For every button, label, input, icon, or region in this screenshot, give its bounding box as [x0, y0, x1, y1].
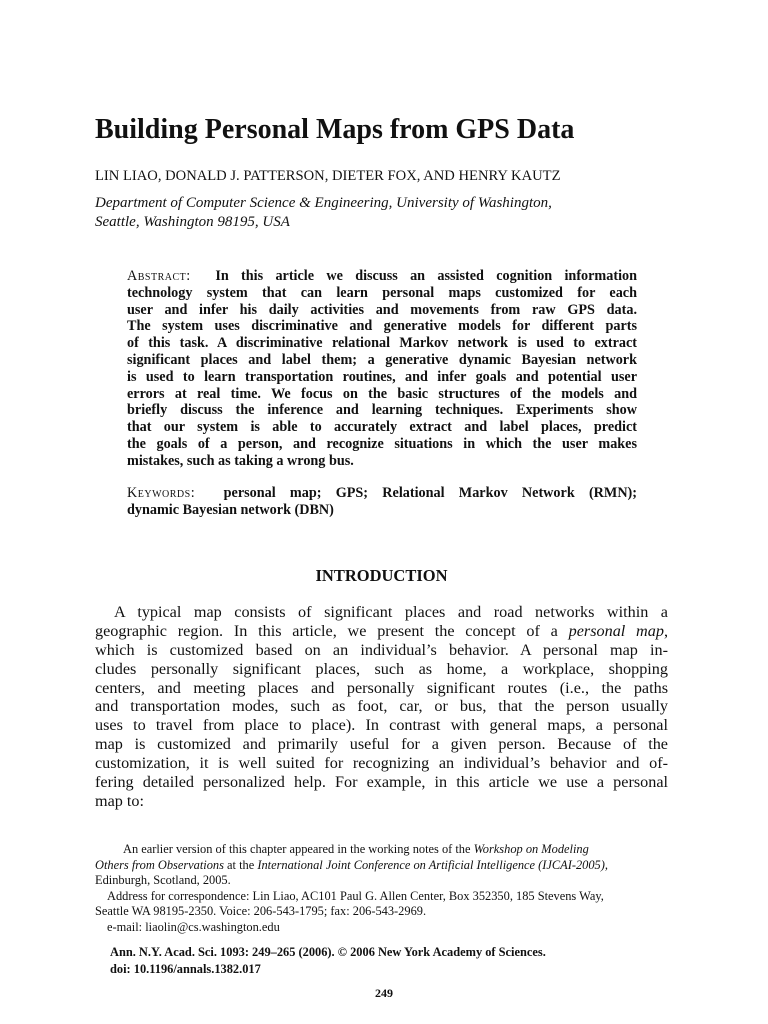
- abstract-line: The system uses discriminative and generative models for different parts: [127, 318, 637, 335]
- footnote-emphasis: Others from Observations: [95, 857, 224, 872]
- keywords-text: personal map; GPS; Relational Markov Network (RMN);: [223, 485, 638, 501]
- journal-citation: [110, 944, 670, 978]
- footnote-line: [95, 842, 670, 858]
- footnotes: [95, 842, 670, 935]
- paragraph-line: A typical map consists of significant places and road networks within a: [114, 603, 668, 621]
- abstract-label: Abstract:: [127, 268, 191, 284]
- keywords: [127, 485, 637, 519]
- citation-doi: doi: 10.1196/annals.1382.017: [110, 962, 261, 976]
- affiliation: [95, 194, 675, 232]
- paragraph-line: cludes personally significant places, such as home, a workplace, shopping: [95, 659, 668, 678]
- abstract-text: In this article we discuss an assisted cognition information: [215, 268, 637, 284]
- paragraph-line: map is customized and primarily useful for a given person. Because of the: [95, 735, 668, 754]
- abstract: [127, 268, 637, 470]
- page-number: 249: [375, 986, 393, 1000]
- citation-line: Ann. N.Y. Acad. Sci. 1093: 249–265 (2006). © 2006 New York Academy of Sciences.: [110, 945, 546, 959]
- paragraph-text: geographic region. In this article, we present the concept of a: [95, 621, 569, 640]
- paragraph-text: ,: [663, 621, 668, 640]
- paragraph-line: fering detailed personalized help. For example, in this article we use a personal: [95, 773, 668, 792]
- keywords-line: dynamic Bayesian network (DBN): [127, 502, 334, 518]
- abstract-line: that our system is able to accurately extract and label places, predict: [127, 419, 637, 436]
- paragraph-line: customization, it is well suited for recognizing an individual’s behavior and of-: [95, 754, 668, 773]
- keywords-line: [127, 485, 637, 502]
- footnote-line: Edinburgh, Scotland, 2005.: [95, 873, 231, 887]
- footnote-line: [95, 858, 670, 874]
- abstract-line: significant places and label them; a generative dynamic Bayesian network: [127, 351, 637, 368]
- paragraph-line: map to:: [95, 791, 145, 810]
- footnote-text: An earlier version of this chapter appeared in the working notes of the: [123, 842, 474, 856]
- footnote-emphasis: Workshop on Modeling: [473, 842, 589, 856]
- footnote-line: e-mail: liaolin@cs.washington.edu: [107, 919, 280, 934]
- paragraph-line: centers, and meeting places and personally significant routes (i.e., the paths: [95, 678, 668, 697]
- paragraph-line: [95, 622, 668, 641]
- paper-title: Building Personal Maps from GPS Data: [95, 114, 575, 145]
- abstract-line: the goals of a person, and recognize situations in which the user makes: [127, 435, 637, 452]
- abstract-line: of this task. A discriminative relational Markov network is used to extract: [127, 335, 637, 352]
- abstract-line: technology system that can learn personal maps customized for each: [127, 284, 637, 301]
- footnote-emphasis: International Joint Conference on Artificial Intelligence (IJCAI-2005),: [257, 857, 608, 872]
- section-heading-introduction: INTRODUCTION: [315, 566, 448, 585]
- footnote-text: at the: [223, 857, 258, 872]
- abstract-line: errors at real time. We focus on the basic structures of the models and: [127, 385, 637, 402]
- abstract-line: is used to learn transportation routines, and infer goals and potential user: [127, 368, 637, 385]
- paragraph-line: and transportation modes, such as foot, car, or bus, that the person usually: [95, 697, 668, 716]
- author-list: LIN LIAO, DONALD J. PATTERSON, DIETER FOX, AND HENRY KAUTZ: [95, 168, 561, 184]
- abstract-line: [127, 268, 637, 285]
- affiliation-line: Department of Computer Science & Engineering, University of Washington,: [95, 195, 552, 211]
- introduction-paragraph: [95, 603, 668, 811]
- keywords-label: Keywords:: [127, 485, 196, 501]
- abstract-line: briefly discuss the inference and learning techniques. Experiments show: [127, 402, 637, 419]
- paragraph-line: uses to travel from place to place). In contrast with general maps, a personal: [95, 716, 668, 735]
- abstract-line: user and infer his daily activities and movements from raw GPS data.: [127, 301, 637, 318]
- paragraph-line: which is customized based on an individual’s behavior. A personal map in-: [95, 640, 668, 659]
- abstract-line: mistakes, such as taking a wrong bus.: [127, 452, 354, 469]
- affiliation-line: Seattle, Washington 98195, USA: [95, 214, 290, 230]
- footnote-line: Seattle WA 98195-2350. Voice: 206-543-1795; fax: 206-543-2969.: [95, 904, 427, 918]
- footnote-line: Address for correspondence: Lin Liao, AC101 Paul G. Allen Center, Box 352350, 185 Stevens Way,: [107, 888, 604, 903]
- emphasis-personal-map: personal map: [568, 621, 664, 640]
